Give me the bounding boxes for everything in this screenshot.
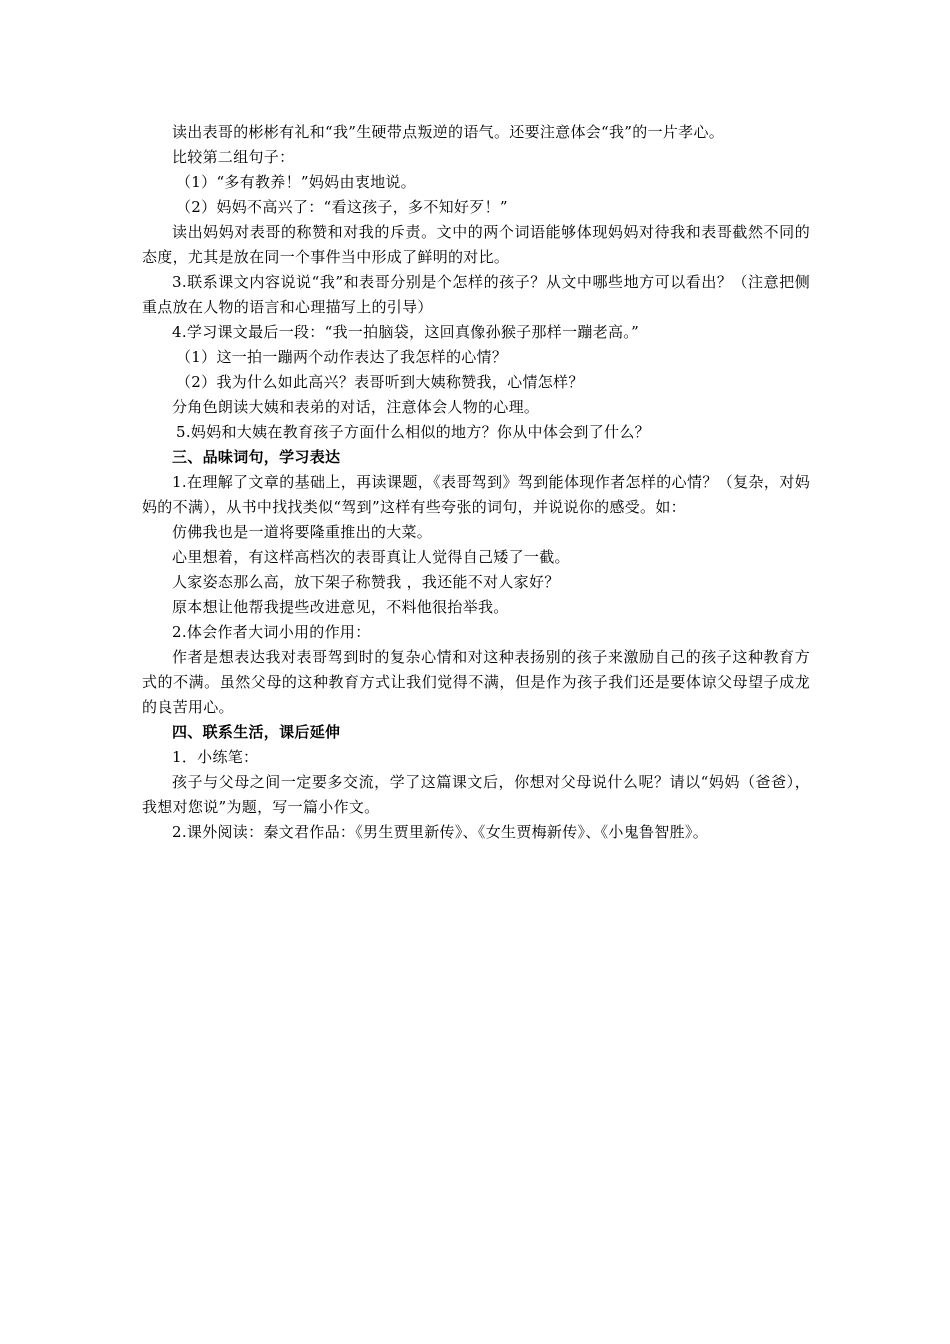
paragraph-role-reading: 分角色朗读大姨和表弟的对话，注意体会人物的心理。: [172, 398, 540, 416]
question-four-sub-two: （2）我为什么如此高兴？表哥听到大姨称赞我，心情怎样？: [176, 373, 584, 391]
example-sentence-four: 原本想让他帮我提些改进意见，不料他很抬举我。: [172, 598, 509, 616]
paragraph-mother-attitude: 读出妈妈对表哥的称赞和对我的斥责。文中的两个词语能够体现妈妈对待我和表哥截然不同的态度，尤其是放在同一个事件当中形成了鲜明的对比。: [142, 223, 810, 266]
practice-writing-title: 1．小练笔：: [172, 748, 259, 766]
example-sentence-two: 心里想着，有这样高档次的表哥真让人觉得自己矮了一截。: [172, 548, 570, 566]
task-one-title-reading: 1.在理解了文章的基础上，再读课题，《表哥驾到》驾到能体现作者怎样的心情？（复杂，对妈妈的不满），从书中找找类似“驾到”这样有些夸张的词句，并说说你的感受。如：: [142, 473, 810, 516]
paragraph-reading-tone: 读出表哥的彬彬有礼和“我”生硬带点叛逆的语气。还要注意体会“我”的一片孝心。: [172, 123, 725, 141]
question-four-sub-one: （1）这一拍一蹦两个动作表达了我怎样的心情？: [176, 348, 508, 366]
question-three: 3.联系课文内容说说“我”和表哥分别是个怎样的孩子？从文中哪些地方可以看出？（注意把侧重点放在人物的语言和心理描写上的引导）: [142, 273, 810, 316]
paragraph-compare-group-two: 比较第二组句子：: [172, 148, 295, 166]
example-sentence-one: 仿佛我也是一道将要隆重推出的大菜。: [172, 523, 433, 541]
document-body: [142, 120, 810, 845]
task-two-word-usage: 2.体会作者大词小用的作用：: [172, 623, 371, 641]
question-five: 5.妈妈和大姨在教育孩子方面什么相似的地方？你从中体会到了什么？: [176, 423, 650, 441]
section-heading-four: 四、联系生活，课后延伸: [172, 723, 341, 741]
question-four: 4.学习课文最后一段：“我一拍脑袋，这回真像孙猴子那样一蹦老高。”: [172, 323, 640, 341]
section-heading-three: 三、品味词句，学习表达: [172, 448, 341, 466]
example-sentence-three: 人家姿态那么高，放下架子称赞我 ，我还能不对人家好？: [172, 573, 560, 591]
practice-writing-prompt: 孩子与父母之间一定要多交流，学了这篇课文后，你想对父母说什么呢？请以“妈妈（爸爸），我想对您说”为题，写一篇小作文。: [142, 773, 810, 816]
extra-reading: 2.课外阅读：秦文君作品：《男生贾里新传》、《女生贾梅新传》、《小鬼鲁智胜》。: [172, 823, 709, 841]
paragraph-author-intent: 作者是想表达我对表哥驾到时的复杂心情和对这种表扬别的孩子来激励自己的孩子这种教育方式的不满。虽然父母的这种教育方式让我们觉得不满，但是作为孩子我们还是要体谅父母望子成龙的良苦用心。: [142, 648, 810, 716]
sentence-one: （1）“多有教养！”妈妈由衷地说。: [176, 173, 416, 191]
sentence-two: （2）妈妈不高兴了：“看这孩子，多不知好歹！”: [176, 198, 508, 216]
